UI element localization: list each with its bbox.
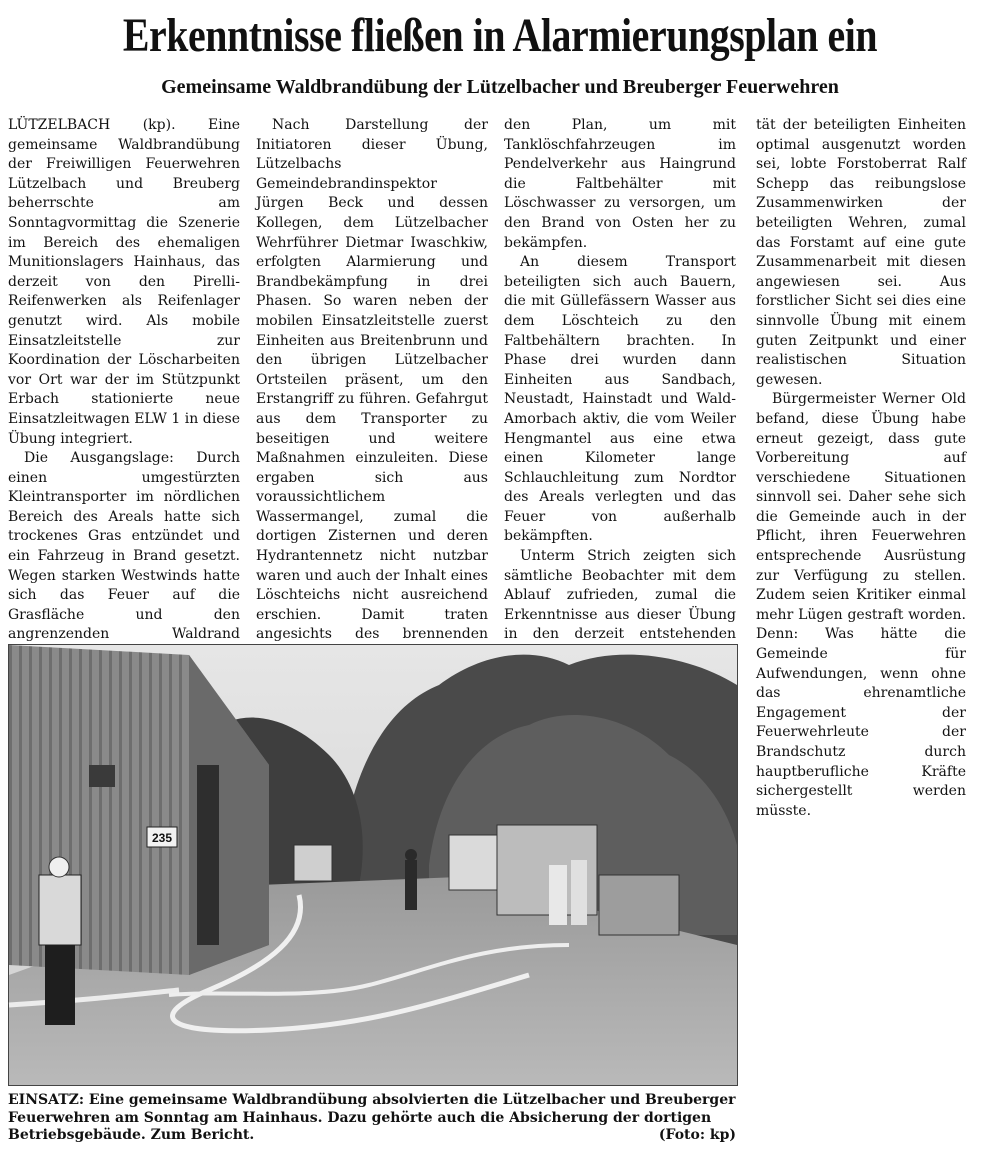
paragraph: Die Ausgangslage: Durch einen umgestürzten Kleintransporter im nördlichen Bereich des Areals hatte sich trockenes Gras entzündet und ein Fahrzeug in Brand gesetzt. Wegen starken Westwinds hatte sich das Feuer auf die Grasfläche und den angrenzenden Waldrand xyxy=(8,450,240,643)
paragraph: Unterm Strich zeigten sich sämtliche Beobachter mit dem Ablauf zufrieden, zumal die Erkenntnisse aus dieser Übung in den derzeit entstehenden xyxy=(504,548,736,643)
photo-credit: (Foto: kp) xyxy=(658,1127,736,1143)
news-photo xyxy=(8,644,738,1086)
headline: Erkenntnisse fließen in Alarmierungsplan ein xyxy=(122,9,878,62)
paragraph: An diesem Transport beteiligten sich auch Bauern, die mit Güllefässern Wasser aus dem Löschteich zu den Faltbehältern brachten. In Phase drei wurden dann Einheiten aus Sandbach, Neustadt, Hainstadt und Wald-Amorbach aktiv, die vom Weiler Hengmantel aus eine etwa einen Kilometer lange Schlauchleitung zum Nordtor des Areals verlegten und das Feuer von außerhalb bekämpften. xyxy=(504,254,736,545)
paragraph: den Plan, um mit Tanklöschfahrzeugen im Pendelverkehr aus Haingrund die Faltbehälter mit Löschwasser zu versorgen, um den Brand von Osten her zu bekämpfen. xyxy=(504,117,736,251)
article-body xyxy=(8,116,970,819)
column-1 xyxy=(8,116,240,643)
paragraph: Nach Darstellung der Initiatoren dieser Übung, Lützelbachs Gemeindebrandinspektor Jürgen Beck und dessen Kollegen, dem Lützelbacher Wehrführer Dietmar Iwaschkiw, erfolgten Alarmierung und Brandbekämpfung in drei Phasen. So waren neben der mobilen Einsatzleitstelle zuerst Einheiten aus Breitenbrunn und den übrigen Lützelbacher Ortsteilen präsent, um den Erstangriff zu führen. Gefahrgut aus dem Transporter zu beseitigen und weitere Maßnahmen einzuleiten. Diese ergaben sich aus voraussichtlichem Wassermangel, zumal die dortigen Zisternen und deren Hydrantennetz nicht nutzbar waren und auch der Inhalt eines Löschteichs nicht ausreichend erschien. Damit traten angesichts des brennenden xyxy=(256,117,488,643)
column-2 xyxy=(256,116,488,643)
paragraph: LÜTZELBACH (kp). Eine gemeinsame Waldbrandübung der Freiwilligen Feuerwehren Lützelbach und Breuberg beherrschte am Sonntagvormittag die Szenerie im Bereich des ehemaligen Munitionslagers Hainhaus, das derzeit von den Pirelli-Reifenwerken als Reifenlager genutzt wird. Als mobile Einsatzleitstelle zur Koordination der Löscharbeiten vor Ort war der im Stützpunkt Erbach stationierte neue Einsatzleitwagen ELW 1 in diese Übung integriert. xyxy=(8,117,240,447)
paragraph: tät der beteiligten Einheiten optimal ausgenutzt worden sei, lobte Forstoberrat Ralf Schepp das reibungslose Zusammenwirken der beteiligten Wehren, zumal das Forstamt auf eine gute Zusammenarbeit mit diesen angewiesen sei. Aus forstlicher Sicht sei dies eine sinnvolle Übung mit einem guten Zeitpunkt und einer realistischen Situation gewesen. xyxy=(756,117,966,388)
paragraph: Bürgermeister Werner Old befand, diese Übung habe erneut gezeigt, dass gute Vorbereitung auf verschiedene Situationen sinnvoll sei. Daher sehe sich die Gemeinde auch in der Pflicht, ihren Feuerwehren entsprechende Ausrüstung zur Verfügung zu stellen. Zudem seien Kritiker einmal mehr Lügen gestraft worden. Denn: Was hätte die Gemeinde für Aufwendungen, wenn ohne das ehrenamtliche Engagement der Feuerwehrleute der Brandschutz durch hauptberufliche Kräfte sichergestellt werden müsste. xyxy=(756,391,966,819)
building-number: 235 xyxy=(151,831,173,845)
column-3 xyxy=(504,116,736,643)
column-4 xyxy=(756,116,966,819)
subheadline: Gemeinsame Waldbrandübung der Lützelbacher und Breuberger Feuerwehren xyxy=(161,76,839,98)
photo-caption: EINSATZ: Eine gemeinsame Waldbrandübung absolvierten die Lützelbacher und Breuberger Feuerwehren am Sonntag am Hainhaus. Dazu gehörte auch die Absicherung der dortigen Betriebsgebäude. Zum Bericht. xyxy=(8,1092,736,1143)
